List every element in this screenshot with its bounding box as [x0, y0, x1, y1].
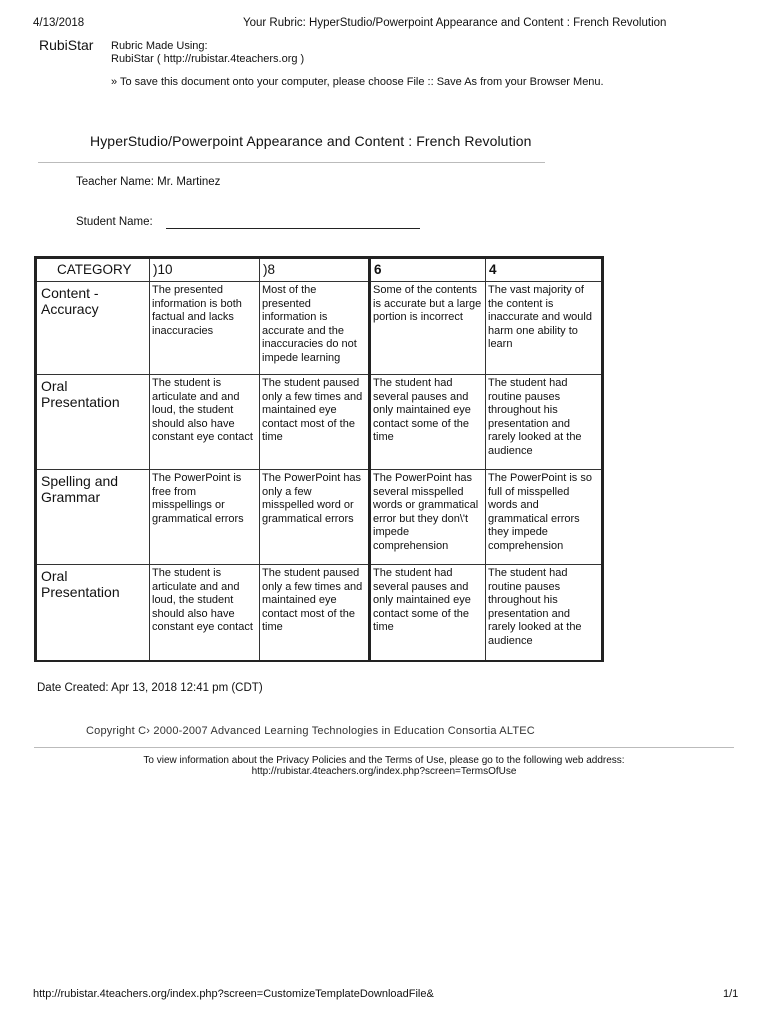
row-category: Oral Presentation [36, 565, 150, 662]
student-name-line [166, 228, 420, 229]
rubric-row [36, 565, 603, 662]
made-using-line2: RubiStar ( http://rubistar.4teachers.org ) [111, 53, 305, 65]
rubric-cell: The PowerPoint is free from misspellings or grammatical errors [150, 470, 260, 565]
rubric-cell: The student had several pauses and only maintained eye contact some of the time [370, 565, 486, 662]
print-url: http://rubistar.4teachers.org/index.php?screen=CustomizeTemplateDownloadFile& [33, 988, 434, 1000]
rubric-cell: Most of the presented information is accurate and the inaccuracies do not impede learning [260, 282, 370, 375]
rubric-header-row [36, 258, 603, 282]
row-category: Content - Accuracy [36, 282, 150, 375]
made-using-note [111, 40, 304, 66]
print-date: 4/13/2018 [33, 17, 85, 29]
privacy-line1: To view information about the Privacy Policies and the Terms of Use, please go to the following web address: [143, 755, 625, 766]
rubric-cell: Some of the contents is accurate but a large portion is incorrect [370, 282, 486, 375]
title-divider [38, 162, 545, 163]
rubric-cell: The student had routine pauses throughout his presentation and rarely looked at the audience [486, 565, 603, 662]
row-category: Spelling and Grammar [36, 470, 150, 565]
header-score-4: 4 [486, 258, 603, 282]
privacy-terms-link[interactable]: http://rubistar.4teachers.org/index.php?screen=TermsOfUse [251, 766, 517, 777]
made-using-line1: Rubric Made Using: [111, 40, 208, 52]
row-category: Oral Presentation [36, 375, 150, 470]
rubric-cell: The vast majority of the content is inaccurate and would harm one ability to learn [486, 282, 603, 375]
save-instructions: » To save this document onto your computer, please choose File :: Save As from your Browser Menu. [111, 76, 604, 88]
rubric-cell: The presented information is both factual and lacks inaccuracies [150, 282, 260, 375]
rubric-cell: The student had routine pauses throughout his presentation and rarely looked at the audience [486, 375, 603, 470]
student-name-label: Student Name: [76, 216, 153, 228]
privacy-notice [34, 755, 734, 777]
rubric-row [36, 282, 603, 375]
date-created: Date Created: Apr 13, 2018 12:41 pm (CDT) [37, 682, 263, 694]
header-score-8: )8 [260, 258, 370, 282]
copyright-notice: Copyright C› 2000-2007 Advanced Learning Technologies in Education Consortia ALTEC [86, 725, 535, 737]
rubric-cell: The PowerPoint has several misspelled words or grammatical error but they don\'t impede comprehension [370, 470, 486, 565]
header-category: CATEGORY [36, 258, 150, 282]
rubric-cell: The student had several pauses and only maintained eye contact some of the time [370, 375, 486, 470]
teacher-name: Teacher Name: Mr. Martinez [76, 176, 221, 188]
page-number: 1/1 [723, 988, 739, 1000]
rubric-cell: The PowerPoint is so full of misspelled words and grammatical errors they impede comprehension [486, 470, 603, 565]
footer-divider [34, 747, 734, 748]
rubric-cell: The student is articulate and and loud, the student should also have constant eye contact [150, 375, 260, 470]
header-score-6: 6 [370, 258, 486, 282]
print-page-title: Your Rubric: HyperStudio/Powerpoint Appearance and Content : French Revolution [243, 17, 667, 29]
rubric-row [36, 375, 603, 470]
rubric-table [34, 256, 604, 662]
header-score-10: )10 [150, 258, 260, 282]
rubric-cell: The student paused only a few times and maintained eye contact most of the time [260, 375, 370, 470]
rubric-cell: The student paused only a few times and maintained eye contact most of the time [260, 565, 370, 662]
rubric-title: HyperStudio/Powerpoint Appearance and Content : French Revolution [90, 133, 532, 149]
rubric-cell: The PowerPoint has only a few misspelled word or grammatical errors [260, 470, 370, 565]
rubric-row [36, 470, 603, 565]
rubistar-logo: RubiStar [39, 37, 94, 53]
rubric-cell: The student is articulate and and loud, the student should also have constant eye contact [150, 565, 260, 662]
